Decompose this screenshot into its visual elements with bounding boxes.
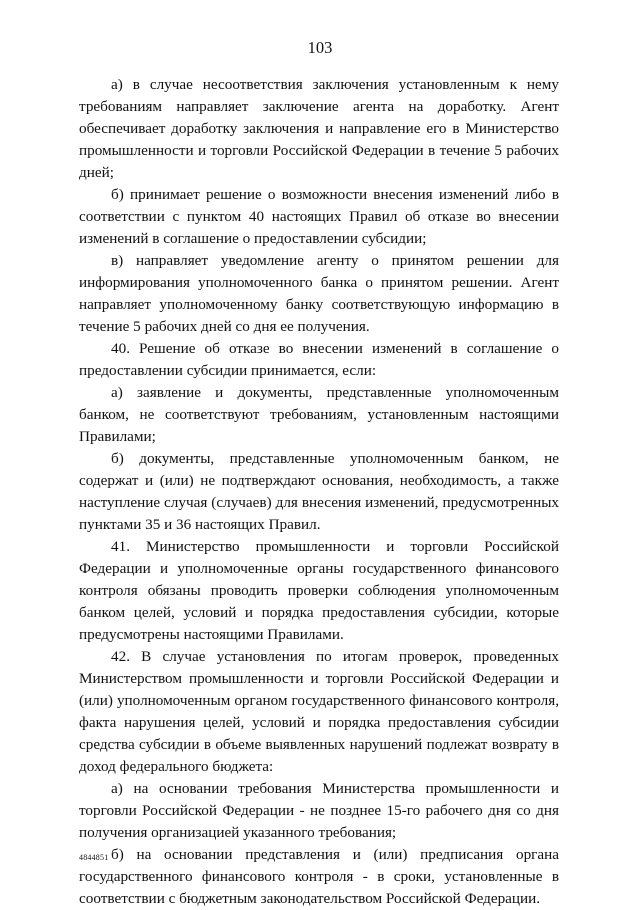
paragraph-42a: а) на основании требования Министерства промышленности и торговли Российской Федерации - не позднее 15-го рабочего дня со дня получения организацией указанного требования; bbox=[79, 780, 559, 841]
paragraph-v-notification: в) направляет уведомление агенту о принятом решении для информирования уполномоченного банка о принятом решении. Агент направляет уполномоченному банку соответствующую информацию в течение 5 рабочих дней со дня ее получения. bbox=[79, 252, 559, 335]
paragraph-42-return: 42. В случае установления по итогам проверок, проведенных Министерством промышленности и торговли Российской Федерации и (или) уполномоченным органом государственного финансового контроля, факта нарушения целей, условий и порядка предоставления субсидии средства субсидии в объеме выявленных нарушений подлежат возврату в доход федерального бюджета: bbox=[79, 648, 559, 775]
paragraph-b-decision: б) принимает решение о возможности внесения изменений либо в соответствии с пунктом 40 настоящих Правил об отказе во внесении изменений в соглашение о предоставлении субсидии; bbox=[79, 186, 559, 247]
document-code: 4844851 bbox=[79, 853, 109, 862]
page-number: 103 bbox=[307, 38, 333, 57]
paragraph-42b: б) на основании представления и (или) предписания органа государственного финансового контроля - в сроки, установленные в соответствии с бюджетным законодательством Российской Федерации. bbox=[79, 846, 559, 907]
paragraph-40a: а) заявление и документы, представленные уполномоченным банком, не соответствуют требованиям, установленным настоящими Правилами; bbox=[79, 384, 559, 445]
paragraph-40-refusal: 40. Решение об отказе во внесении изменений в соглашение о предоставлении субсидии принимается, если: bbox=[79, 340, 559, 379]
document-body bbox=[79, 74, 559, 910]
paragraph-a-return-for-revision: а) в случае несоответствия заключения установленным к нему требованиям направляет заключение агента на доработку. Агент обеспечивает доработку заключения и направление его в Министерство промышленности и торговли Российской Федерации в течение 5 рабочих дней; bbox=[79, 76, 559, 181]
paragraph-41-inspections: 41. Министерство промышленности и торговли Российской Федерации и уполномоченные органы государственного финансового контроля обязаны проводить проверки соблюдения уполномоченным банком целей, условий и порядка предоставления субсидии, которые предусмотрены настоящими Правилами. bbox=[79, 538, 559, 643]
paragraph-40b: б) документы, представленные уполномоченным банком, не содержат и (или) не подтверждают основания, необходимость, а также наступление случая (случаев) для внесения изменений, предусмотренных пунктами 35 и 36 настоящих Правил. bbox=[79, 450, 559, 533]
